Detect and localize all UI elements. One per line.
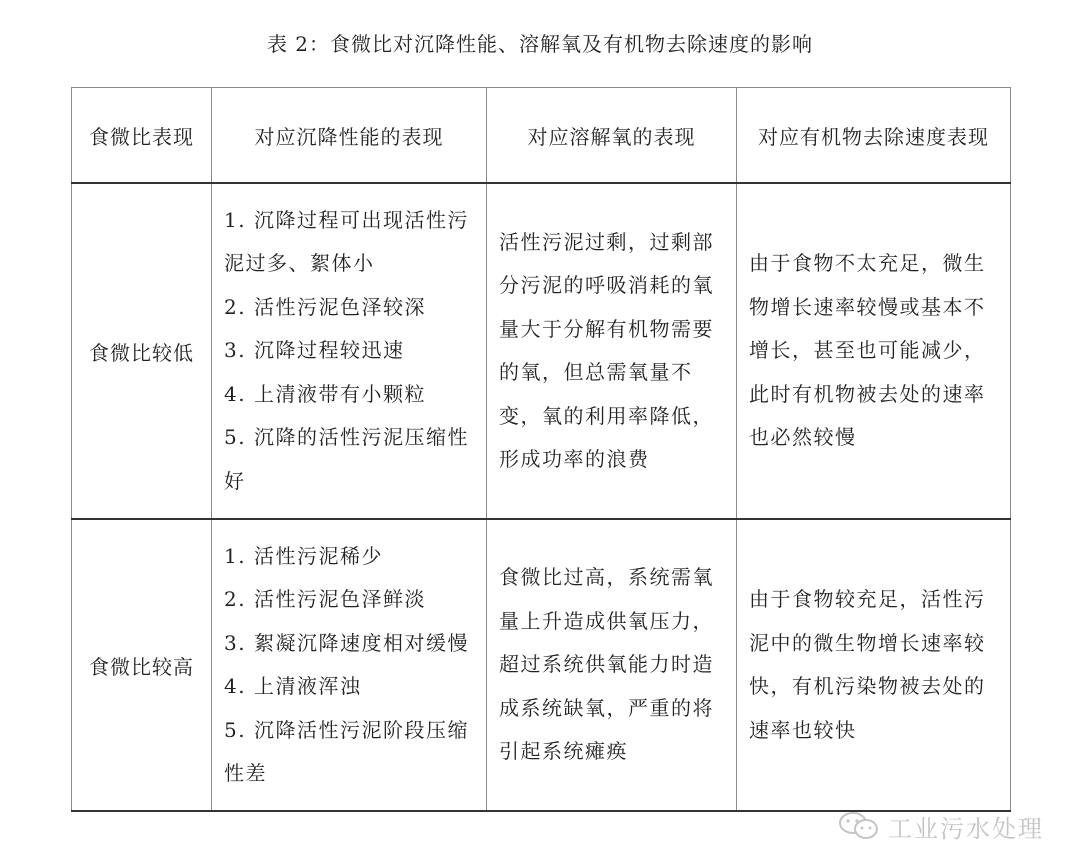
organic-removal-cell: 由于食物较充足，活性污泥中的微生物增长速率较快，有机污染物被去处的速率也较快 (737, 519, 1011, 811)
dissolved-oxygen-cell: 活性污泥过剩，过剩部分污泥的呼吸消耗的氧量大于分解有机物需要的氧，但总需氧量不变，氧的利用率降低，形成功率的浪费 (487, 183, 737, 519)
header-fm-ratio: 食微比表现 (72, 88, 212, 184)
table-row-low (72, 183, 1011, 519)
header-organic-removal: 对应有机物去除速度表现 (737, 88, 1011, 184)
settling-item: 1. 活性污泥稀少 (224, 543, 383, 568)
watermark (838, 808, 1044, 844)
header-settling: 对应沉降性能的表现 (212, 88, 487, 184)
settling-item: 5. 沉降活性污泥阶段压缩性差 (224, 717, 469, 785)
header-dissolved-oxygen: 对应溶解氧的表现 (487, 88, 737, 184)
table-row-high (72, 519, 1011, 811)
settling-cell (212, 183, 487, 519)
settling-item: 5. 沉降的活性污泥压缩性好 (224, 425, 469, 493)
watermark-text: 工业污水处理 (888, 814, 1044, 843)
settling-item: 2. 活性污泥色泽较深 (224, 294, 426, 319)
settling-item: 3. 沉降过程较迅速 (224, 338, 405, 363)
organic-removal-cell: 由于食物不太充足，微生物增长速率较慢或基本不增长，甚至也可能减少，此时有机物被去处的速率也必然较慢 (737, 183, 1011, 519)
settling-item: 3. 絮凝沉降速度相对缓慢 (224, 630, 469, 655)
row-label: 食微比较低 (72, 183, 212, 519)
row-label: 食微比较高 (72, 519, 212, 811)
wechat-icon (838, 811, 882, 841)
table-header-row (72, 88, 1011, 184)
table-caption: 表 2：食微比对沉降性能、溶解氧及有机物去除速度的影响 (266, 32, 814, 56)
settling-item: 2. 活性污泥色泽鲜淡 (224, 587, 426, 611)
settling-cell (212, 519, 487, 811)
dissolved-oxygen-cell: 食微比过高，系统需氧量上升造成供氧压力，超过系统供氧能力时造成系统缺氧，严重的将引起系统瘫痪 (487, 519, 737, 811)
settling-item: 1. 沉降过程可出现活性污泥过多、絮体小 (224, 207, 469, 276)
settling-item: 4. 上清液浑浊 (224, 674, 362, 698)
fm-ratio-table (71, 87, 1011, 812)
settling-item: 4. 上清液带有小颗粒 (224, 381, 426, 406)
